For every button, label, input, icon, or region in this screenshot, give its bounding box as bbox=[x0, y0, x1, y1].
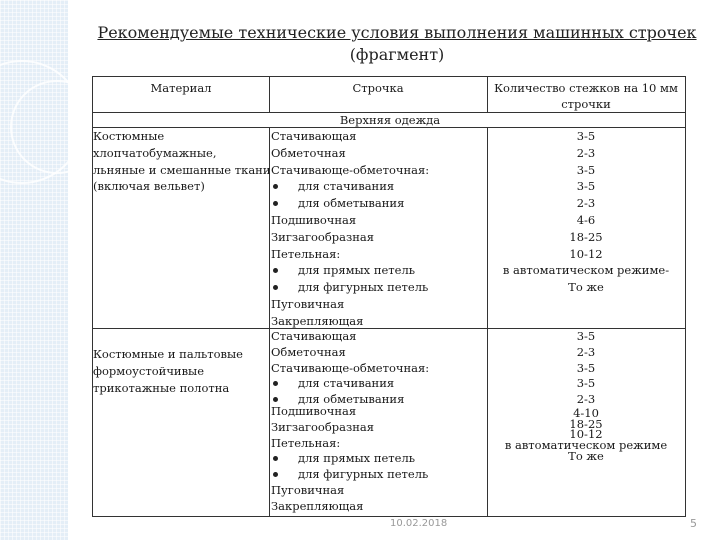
count-value: 10-12 bbox=[569, 426, 603, 441]
count-value: 4-10 bbox=[573, 405, 599, 420]
count-value: 3-5 bbox=[576, 329, 596, 343]
stitch-item: Закрепляющая bbox=[271, 498, 364, 513]
count-value: 18-25 bbox=[569, 416, 603, 431]
section-title: Верхняя одежда bbox=[339, 113, 441, 127]
stitch-cell bbox=[271, 329, 429, 515]
bullet-icon bbox=[273, 381, 278, 386]
stitch-item-label: для стачивания bbox=[298, 376, 395, 391]
bullet-icon bbox=[273, 472, 278, 477]
bullet-icon bbox=[273, 397, 278, 402]
count-value: 3-5 bbox=[576, 129, 596, 143]
stitch-conditions-table bbox=[92, 76, 686, 517]
count-value: То же bbox=[568, 280, 604, 295]
material-line: формоустойчивые bbox=[93, 363, 205, 378]
stitch-item-label: для фигурных петель bbox=[298, 280, 429, 295]
stitch-item-bulleted bbox=[271, 467, 429, 483]
header-stitch: Строчка bbox=[352, 81, 404, 95]
bullet-icon bbox=[273, 285, 278, 290]
stitch-item-bulleted bbox=[271, 279, 429, 296]
stitch-item-label: для стачивания bbox=[298, 179, 395, 194]
stitch-item-bulleted bbox=[271, 376, 429, 392]
stitch-item-label: для обметывания bbox=[298, 196, 405, 211]
stitch-item: Стачивающая bbox=[271, 329, 357, 343]
count-value: 2-3 bbox=[576, 392, 596, 407]
stitch-cell bbox=[271, 128, 429, 330]
page-number: 5 bbox=[690, 517, 697, 530]
bullet-icon bbox=[273, 268, 278, 273]
count-value: в автоматическом режиме bbox=[504, 437, 668, 452]
header-count: Количество стежков на 10 мм строчки bbox=[494, 81, 678, 111]
stitch-item-label: для фигурных петель bbox=[298, 467, 429, 482]
stitch-item-label: для прямых петель bbox=[298, 451, 416, 466]
stitch-item: Обметочная bbox=[271, 344, 346, 359]
footer-date: 10.02.2018 bbox=[390, 518, 448, 529]
stitch-item: Стачивающе-обметочная: bbox=[271, 162, 430, 177]
material-line: хлопчатобумажные, bbox=[93, 145, 217, 160]
count-value: 4-6 bbox=[576, 212, 596, 227]
stitch-item: Петельная: bbox=[271, 246, 341, 261]
stitch-item: Зигзагообразная bbox=[271, 229, 375, 244]
stitch-item: Подшивочная bbox=[271, 403, 357, 418]
count-value: 18-25 bbox=[569, 229, 603, 244]
stitch-item-label: для обметывания bbox=[298, 392, 405, 407]
material-cell bbox=[93, 346, 243, 396]
stitch-item: Стачивающе-обметочная: bbox=[271, 360, 430, 375]
column-divider bbox=[487, 127, 488, 517]
bullet-icon bbox=[273, 184, 278, 189]
material-line: трикотажные полотна bbox=[93, 380, 230, 395]
stitch-item-label: для прямых петель bbox=[298, 263, 416, 278]
count-value: 3-5 bbox=[576, 179, 596, 194]
count-value: 2-3 bbox=[576, 145, 596, 160]
slide-title bbox=[92, 22, 702, 66]
stitch-item: Закрепляющая bbox=[271, 313, 364, 328]
material-cell bbox=[93, 128, 271, 195]
stitch-item-bulleted bbox=[271, 195, 429, 212]
stitch-item: Петельная: bbox=[271, 435, 341, 450]
column-divider bbox=[487, 77, 488, 112]
count-value: 3-5 bbox=[576, 360, 596, 375]
count-value: 2-3 bbox=[576, 344, 596, 359]
stitch-item: Пуговичная bbox=[271, 296, 345, 311]
stitch-item-bulleted bbox=[271, 262, 429, 279]
stitch-item-bulleted bbox=[271, 178, 429, 195]
header-material: Материал bbox=[150, 81, 212, 95]
title-line-2: (фрагмент) bbox=[349, 45, 445, 64]
stitch-item: Обметочная bbox=[271, 145, 346, 160]
stitch-item: Подшивочная bbox=[271, 212, 357, 227]
bullet-icon bbox=[273, 456, 278, 461]
material-line: Костюмные и пальтовые bbox=[93, 347, 243, 361]
material-line: Костюмные bbox=[93, 129, 165, 143]
count-cell bbox=[491, 329, 681, 461]
count-value: 3-5 bbox=[576, 376, 596, 391]
count-value: 2-3 bbox=[576, 196, 596, 211]
stitch-item: Пуговичная bbox=[271, 482, 345, 497]
bullet-icon bbox=[273, 201, 278, 206]
material-line: (включая вельвет) bbox=[93, 179, 205, 194]
count-value: 3-5 bbox=[576, 162, 596, 177]
material-line: льняные и смешанные ткани bbox=[93, 162, 271, 177]
stitch-item: Зигзагообразная bbox=[271, 419, 375, 434]
count-cell bbox=[491, 128, 681, 296]
count-value: То же bbox=[568, 448, 604, 463]
stitch-item-bulleted bbox=[271, 451, 429, 467]
title-line-1: Рекомендуемые технические условия выполнения машинных строчек bbox=[97, 23, 697, 42]
count-value: 10-12 bbox=[569, 246, 603, 261]
count-value: в автоматическом режиме- bbox=[502, 263, 670, 278]
stitch-item: Стачивающая bbox=[271, 129, 357, 143]
